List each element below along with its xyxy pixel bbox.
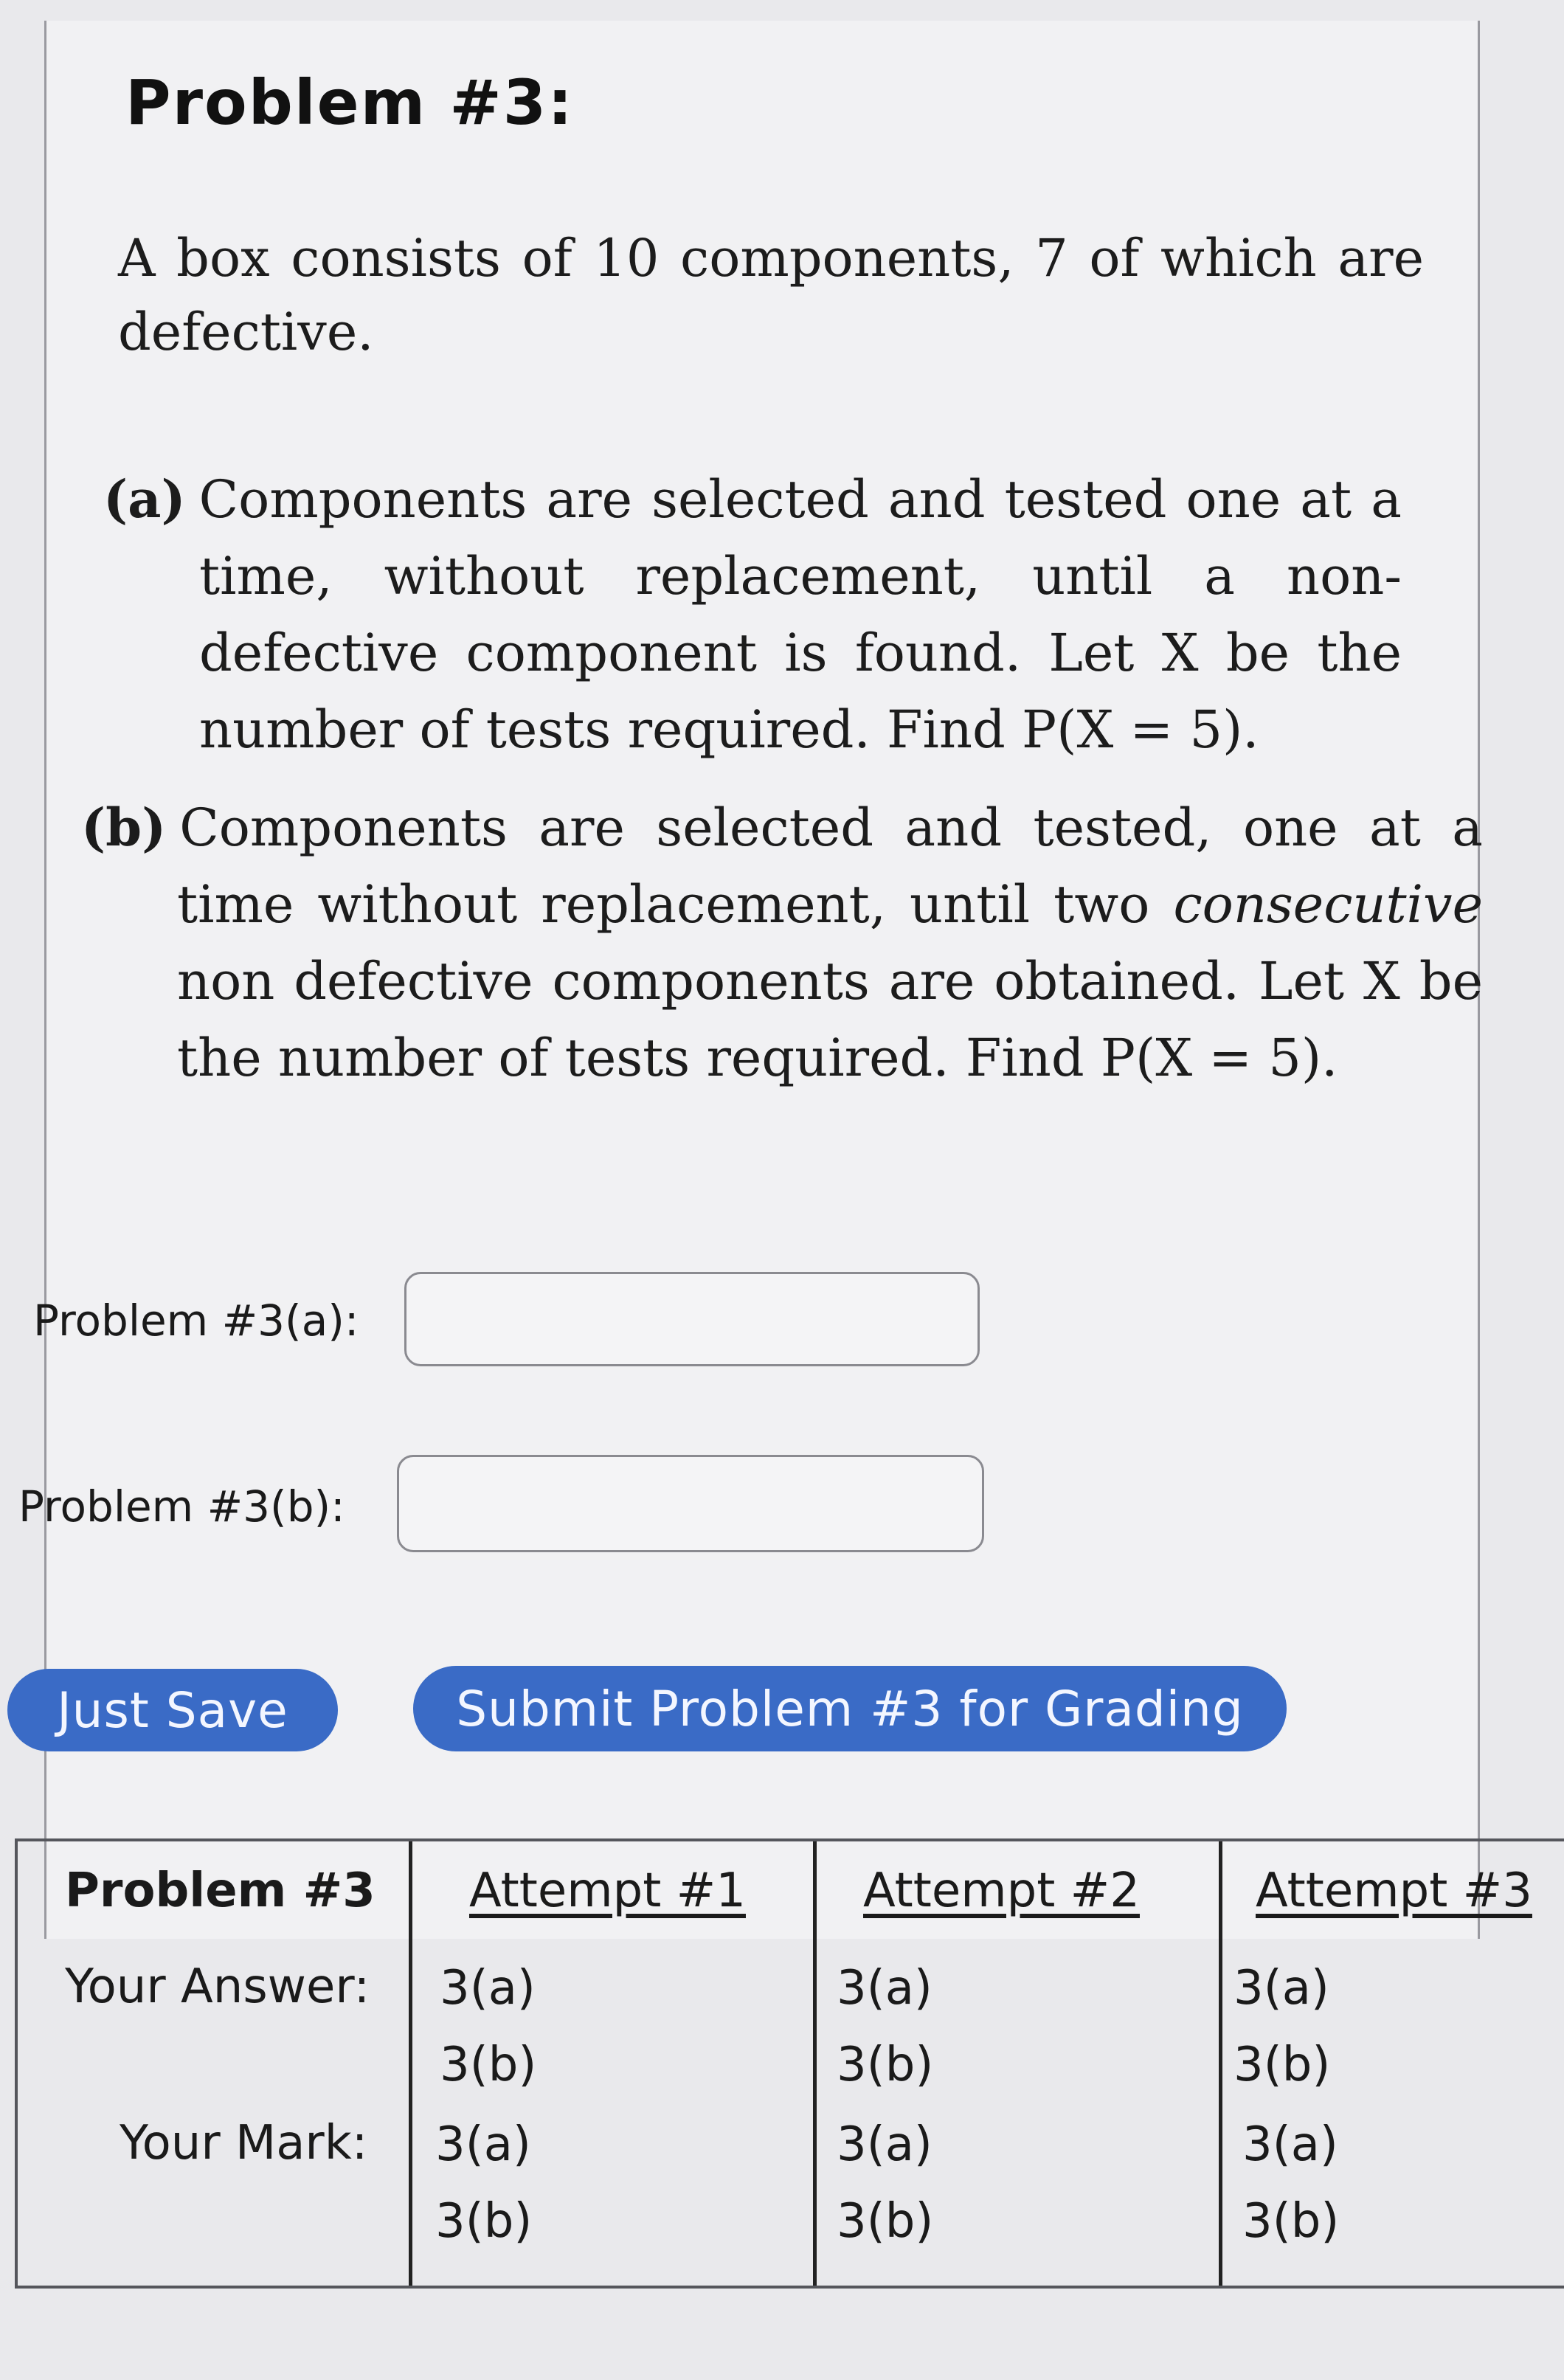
problem-title: Problem #3: xyxy=(125,66,574,139)
part-b-label: (b) xyxy=(81,797,167,858)
table-header-problem: Problem #3 xyxy=(65,1864,376,1918)
submit-for-grading-button[interactable]: Submit Problem #3 for Grading xyxy=(413,1666,1287,1751)
attempt-1-link[interactable]: Attempt #1 xyxy=(469,1864,746,1918)
attempt-2-answer-b: 3(b) xyxy=(837,2038,934,2092)
attempt-3-mark-a: 3(a) xyxy=(1242,2117,1338,2172)
attempt-3-answer-b: 3(b) xyxy=(1233,2038,1331,2092)
table-divider xyxy=(813,1841,817,2286)
part-a-label: (a) xyxy=(103,468,186,530)
table-divider xyxy=(409,1841,412,2286)
your-mark-label: Your Mark: xyxy=(120,2116,368,2170)
part-a-text: Components are selected and tested one at a time, without replacement, until a non-defective component is found. Let X be the number of tests required. Find P(X = 5). xyxy=(198,469,1402,760)
answer-b-label: Problem #3(b): xyxy=(18,1481,345,1532)
attempt-3-link[interactable]: Attempt #3 xyxy=(1256,1864,1532,1918)
your-answer-label: Your Answer: xyxy=(65,1959,370,2014)
answer-b-field[interactable] xyxy=(397,1455,984,1552)
problem-part-a xyxy=(103,461,1402,768)
part-b-emphasis: consecutive xyxy=(1173,874,1483,935)
attempt-1-answer-b: 3(b) xyxy=(440,2038,537,2092)
grading-table xyxy=(15,1838,1564,2289)
attempt-1-mark-b: 3(b) xyxy=(435,2194,533,2249)
problem-intro: A box consists of 10 components, 7 of which are defective. xyxy=(118,228,1424,362)
attempt-1-answer-a: 3(a) xyxy=(440,1961,536,2016)
answer-a-field[interactable] xyxy=(404,1272,980,1366)
attempt-2-link[interactable]: Attempt #2 xyxy=(863,1864,1140,1918)
answer-a-label: Problem #3(a): xyxy=(33,1295,359,1346)
attempt-2-mark-a: 3(a) xyxy=(837,2117,932,2172)
problem-part-b xyxy=(81,789,1483,1096)
table-divider xyxy=(1219,1841,1222,2286)
attempt-3-mark-b: 3(b) xyxy=(1242,2194,1340,2249)
attempt-2-mark-b: 3(b) xyxy=(837,2194,934,2249)
attempt-3-answer-a: 3(a) xyxy=(1233,1961,1329,2016)
attempt-2-answer-a: 3(a) xyxy=(837,1961,932,2016)
attempt-1-mark-a: 3(a) xyxy=(435,2117,531,2172)
part-b-text-after: non defective components are obtained. Let X be the number of tests required. Find P(X = 5). xyxy=(177,951,1483,1088)
part-b-text-before: Components are selected and tested, one at a time without replacement, until two xyxy=(177,798,1483,935)
just-save-button[interactable]: Just Save xyxy=(7,1669,338,1751)
